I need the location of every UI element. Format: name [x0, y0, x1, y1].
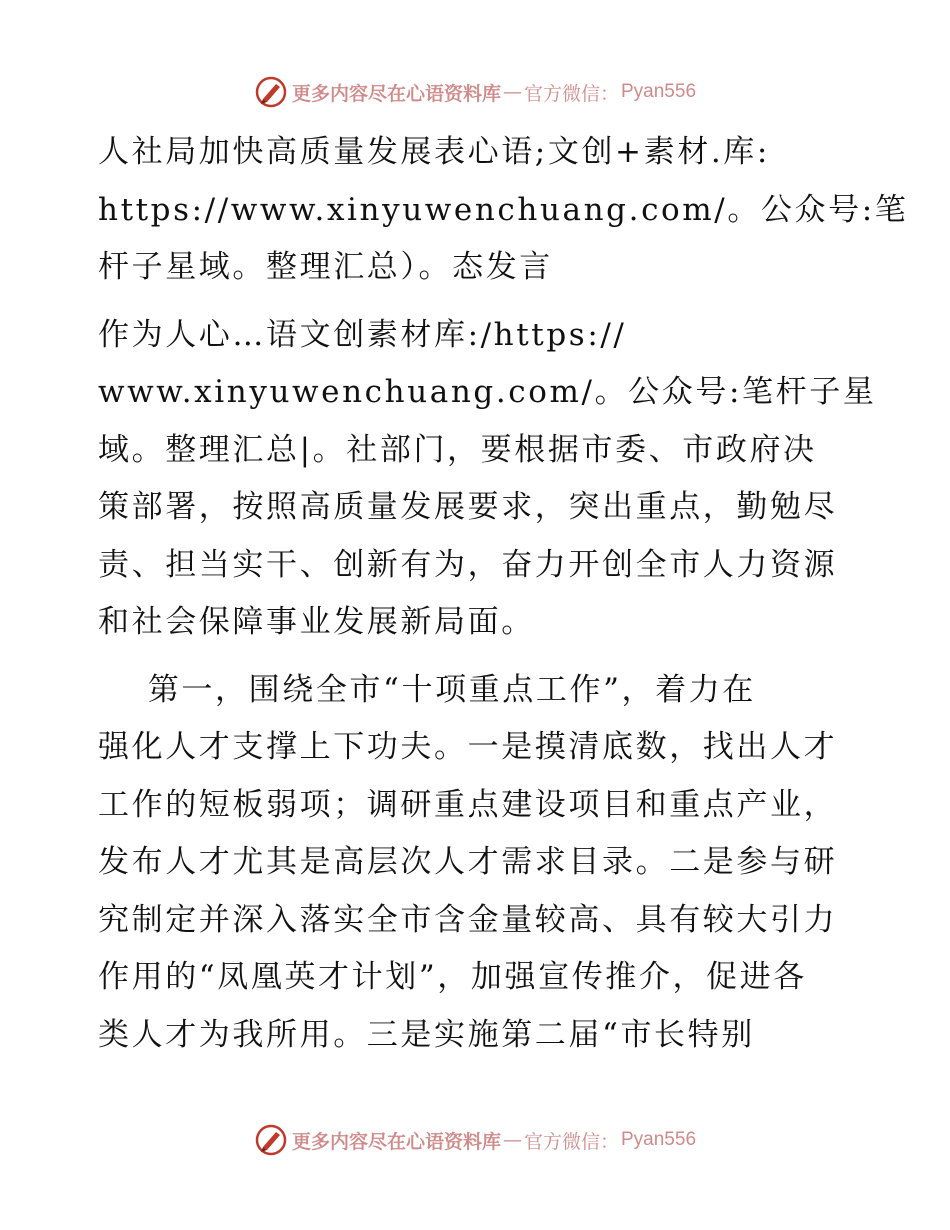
text-line: https://www.xinyuwenchuang.com/。公众号:笔 [98, 191, 909, 228]
text-line: 强化人才支撑上下功夫。一是摸清底数，找出人才 [98, 729, 838, 765]
watermark-dash: — [502, 1129, 522, 1151]
text-line: 和社会保障事业发展新局面。 [98, 604, 535, 640]
text-line: 作用的“凤凰英才计划”，加强宣传推介，促进各 [98, 959, 807, 995]
text-line: 杆子星域。整理汇总）。态发言 [98, 249, 553, 285]
paragraph-1 [98, 124, 909, 297]
footer-watermark [0, 1120, 950, 1160]
text-line: 工作的短板弱项；调研重点建设项目和重点产业， [98, 786, 838, 823]
pen-logo-icon [254, 1123, 288, 1157]
text-line: 类人才为我所用。三是实施第二届“市长特别 [98, 1016, 755, 1053]
watermark-wechat-id: Pyan556 [621, 81, 697, 102]
watermark-text: 更多内容尽在心语资料库 [291, 82, 501, 105]
paragraph-2 [98, 307, 877, 652]
paragraph-3 [98, 662, 858, 1065]
text-line: 人社局加快高质量发展表心语;文创+素材.库: [98, 134, 770, 170]
text-line: 责、担当实干、创新有为，奋力开创全市人力资源 [98, 546, 838, 583]
header-watermark [0, 72, 950, 112]
watermark-official-label: 官方微信： [523, 1130, 619, 1153]
watermark-text: 更多内容尽在心语资料库 [291, 1130, 501, 1153]
text-line: 策部署，按照高质量发展要求，突出重点，勤勉尽 [98, 489, 838, 525]
watermark-wechat-id: Pyan556 [621, 1129, 697, 1150]
text-line: www.xinyuwenchuang.com/。公众号:笔杆子星 [98, 374, 877, 410]
text-line: 作为人心…语文创素材库:/https:// [98, 316, 627, 353]
text-line: 发布人才尤其是高层次人才需求目录。二是参与研 [98, 844, 838, 880]
watermark-official-label: 官方微信： [523, 82, 619, 105]
text-line: 第一，围绕全市“十项重点工作”，着力在 [98, 671, 756, 708]
pen-logo-icon [254, 75, 288, 109]
text-line: 究制定并深入落实全市含金量较高、具有较大引力 [98, 901, 838, 938]
watermark-dash: — [502, 81, 522, 103]
text-line: 域。整理汇总|。社部门，要根据市委、市政府决 [98, 431, 817, 468]
document-body [98, 124, 909, 1064]
